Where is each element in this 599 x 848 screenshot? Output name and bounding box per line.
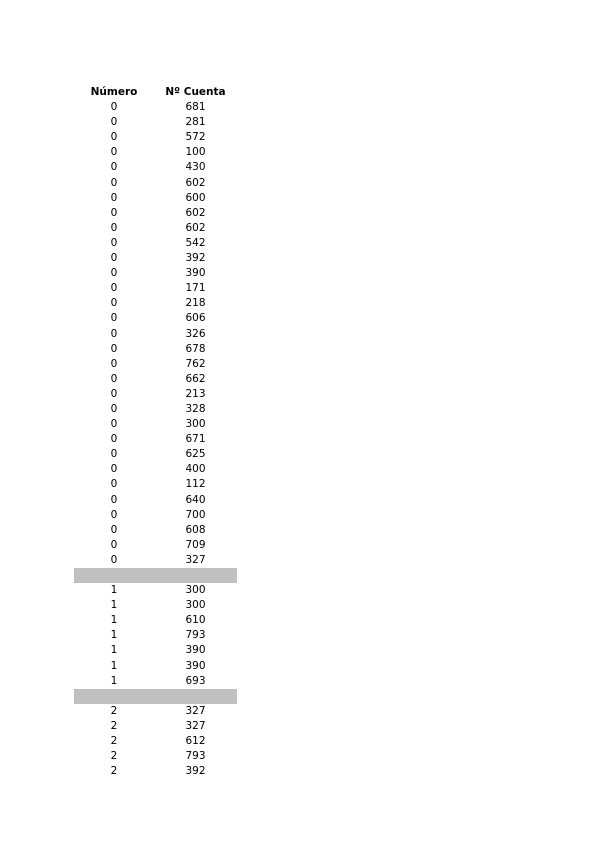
table-row (74, 160, 237, 175)
cuenta-cell: 602 (185, 221, 206, 234)
numero-cell: 1 (110, 674, 118, 687)
numero-cell: 0 (110, 553, 118, 566)
table-row (74, 342, 237, 357)
cuenta-cell: 572 (185, 131, 206, 144)
table-row (74, 553, 237, 568)
table-body (74, 100, 237, 779)
numero-cell: 0 (110, 508, 118, 521)
cuenta-cell: 662 (185, 372, 206, 385)
numero-cell: 0 (110, 206, 118, 219)
table-row (74, 583, 237, 598)
numero-cell: 0 (110, 161, 118, 174)
table-row (74, 508, 237, 523)
numero-cell: 0 (110, 116, 118, 129)
numero-cell: 0 (110, 312, 118, 325)
numero-cell: 0 (110, 372, 118, 385)
table-row (74, 206, 237, 221)
numero-cell: 0 (110, 523, 118, 536)
numero-cell: 2 (110, 719, 118, 732)
table-row (74, 417, 237, 432)
numero-cell: 0 (110, 267, 118, 280)
numero-cell: 2 (110, 765, 118, 778)
numero-cell: 1 (110, 599, 118, 612)
cuenta-cell: 112 (185, 478, 206, 491)
cuenta-cell: 390 (185, 267, 206, 280)
header-row (74, 85, 237, 100)
numero-cell: 0 (110, 282, 118, 295)
cuenta-cell: 700 (185, 508, 206, 521)
numero-cell: 1 (110, 629, 118, 642)
table-row (74, 281, 237, 296)
group-separator (74, 568, 237, 583)
group-separator (74, 689, 237, 704)
cuenta-cell: 709 (185, 538, 206, 551)
table-row (74, 447, 237, 462)
table-row (74, 387, 237, 402)
numero-cell: 0 (110, 387, 118, 400)
cuenta-cell: 678 (185, 342, 206, 355)
table-row (74, 598, 237, 613)
cuenta-cell: 762 (185, 357, 206, 370)
numero-cell: 0 (110, 342, 118, 355)
cuenta-cell: 390 (185, 659, 206, 672)
cuenta-cell: 625 (185, 448, 206, 461)
numero-cell: 2 (110, 704, 118, 717)
cuenta-cell: 327 (185, 704, 206, 717)
numero-cell: 0 (110, 478, 118, 491)
numero-cell: 0 (110, 463, 118, 476)
table-row (74, 130, 237, 145)
numero-cell: 1 (110, 659, 118, 672)
cuenta-cell: 430 (185, 161, 206, 174)
table-row (74, 613, 237, 628)
numero-cell: 0 (110, 538, 118, 551)
numero-cell: 0 (110, 418, 118, 431)
table-row (74, 115, 237, 130)
numero-cell: 0 (110, 297, 118, 310)
cuenta-cell: 218 (185, 297, 206, 310)
numero-cell: 0 (110, 402, 118, 415)
table-row (74, 734, 237, 749)
table-row (74, 674, 237, 689)
cuenta-cell: 327 (185, 719, 206, 732)
table-row (74, 432, 237, 447)
numero-cell: 2 (110, 735, 118, 748)
cuenta-cell: 612 (185, 735, 206, 748)
cuenta-cell: 606 (185, 312, 206, 325)
table-row (74, 357, 237, 372)
numero-cell: 0 (110, 101, 118, 114)
table-row (74, 719, 237, 734)
numero-cell: 0 (110, 357, 118, 370)
cuenta-cell: 392 (185, 252, 206, 265)
table-row (74, 176, 237, 191)
cuenta-cell: 793 (185, 750, 206, 763)
cuenta-cell: 171 (185, 282, 206, 295)
cuenta-cell: 681 (185, 101, 206, 114)
numero-cell: 0 (110, 236, 118, 249)
cuenta-cell: 602 (185, 206, 206, 219)
cuenta-cell: 213 (185, 387, 206, 400)
table-row (74, 749, 237, 764)
cuenta-cell: 610 (185, 614, 206, 627)
cuenta-cell: 671 (185, 433, 206, 446)
cuenta-cell: 327 (185, 553, 206, 566)
cuenta-cell: 693 (185, 674, 206, 687)
table-row (74, 327, 237, 342)
table-row (74, 643, 237, 658)
cuenta-cell: 793 (185, 629, 206, 642)
table-row (74, 764, 237, 779)
numero-cell: 0 (110, 433, 118, 446)
table-row (74, 191, 237, 206)
table-row (74, 402, 237, 417)
numero-cell: 0 (110, 493, 118, 506)
cuenta-cell: 300 (185, 418, 206, 431)
table-row (74, 372, 237, 387)
table-row (74, 477, 237, 492)
cuenta-cell: 602 (185, 176, 206, 189)
header-cuenta: Nº Cuenta (165, 86, 226, 98)
table-row (74, 236, 237, 251)
table-row (74, 251, 237, 266)
cuenta-cell: 281 (185, 116, 206, 129)
cuenta-cell: 300 (185, 584, 206, 597)
table-row (74, 628, 237, 643)
table-row (74, 462, 237, 477)
table-row (74, 538, 237, 553)
numero-cell: 0 (110, 191, 118, 204)
cuenta-cell: 600 (185, 191, 206, 204)
cuenta-cell: 300 (185, 599, 206, 612)
cuenta-cell: 640 (185, 493, 206, 506)
table-row (74, 221, 237, 236)
table-row (74, 145, 237, 160)
cuenta-cell: 392 (185, 765, 206, 778)
header-numero: Número (90, 86, 138, 98)
numero-cell: 2 (110, 750, 118, 763)
cuenta-cell: 400 (185, 463, 206, 476)
table-row (74, 659, 237, 674)
numero-cell: 0 (110, 448, 118, 461)
table-row (74, 100, 237, 115)
numero-cell: 0 (110, 327, 118, 340)
table-row (74, 311, 237, 326)
cuenta-cell: 542 (185, 236, 206, 249)
numero-cell: 0 (110, 146, 118, 159)
numero-cell: 0 (110, 131, 118, 144)
numero-cell: 0 (110, 252, 118, 265)
cuenta-cell: 326 (185, 327, 206, 340)
numero-cell: 0 (110, 221, 118, 234)
cuenta-cell: 328 (185, 402, 206, 415)
numero-cell: 1 (110, 614, 118, 627)
cuenta-cell: 608 (185, 523, 206, 536)
cuenta-cell: 390 (185, 644, 206, 657)
table-row (74, 266, 237, 281)
numero-cell: 1 (110, 584, 118, 597)
table-row (74, 704, 237, 719)
cuenta-cell: 100 (185, 146, 206, 159)
table-row (74, 493, 237, 508)
table-row (74, 523, 237, 538)
table-row (74, 296, 237, 311)
numero-cell: 0 (110, 176, 118, 189)
numero-cell: 1 (110, 644, 118, 657)
account-table (74, 85, 237, 779)
